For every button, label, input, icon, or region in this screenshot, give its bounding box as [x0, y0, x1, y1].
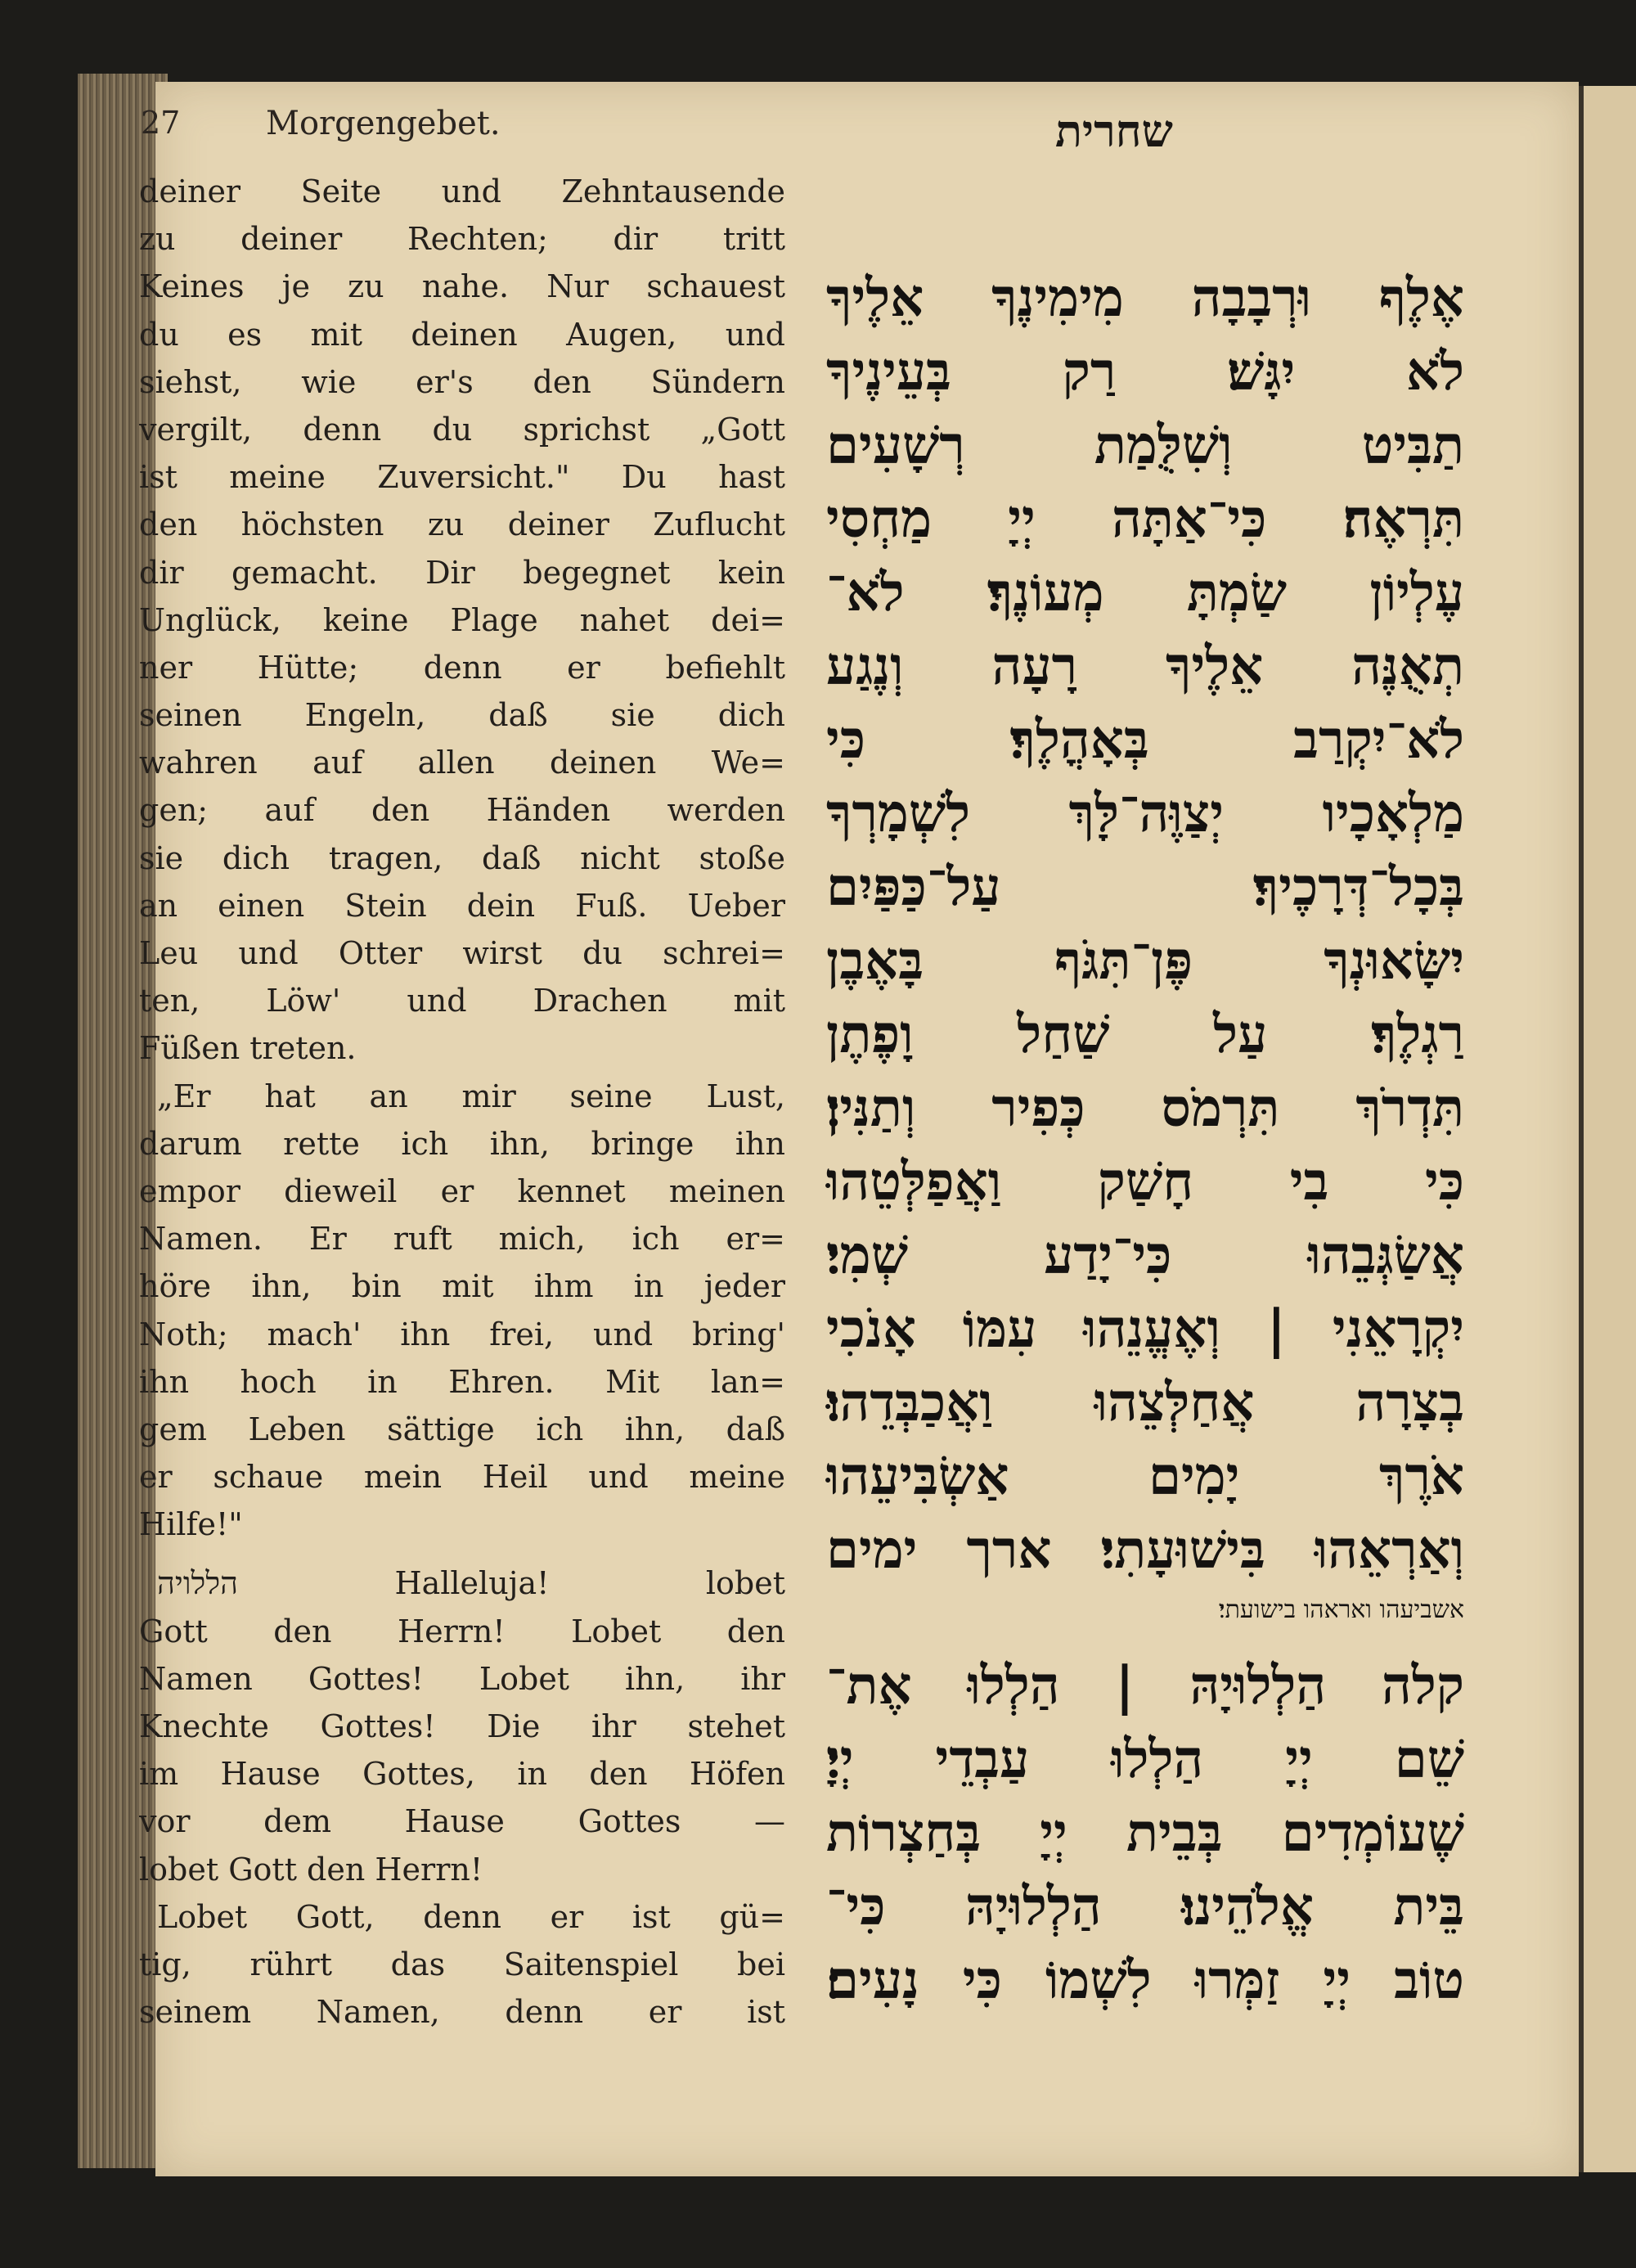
hebrew-line: בְּכָל־דְּרָכֶיךָ׃ עַל־כַּפַּיִם	[826, 857, 1464, 918]
text-line: wahren auf allen deinen We=	[139, 745, 785, 781]
text-line: Knechte Gottes! Die ihr stehet	[139, 1708, 785, 1744]
text-line: sie dich tragen, daß nicht stoße	[139, 839, 785, 876]
text-line: tig, rührt das Saitenspiel bei	[139, 1946, 785, 1982]
text-line: Füßen treten.	[139, 1030, 357, 1067]
hebrew-text-column	[826, 262, 1464, 2018]
hebrew-line: תִּרְאֶה׃ כִּי־אַתָּה יְיָ מַחְסִי	[826, 488, 1464, 550]
hebrew-line: קלה הַלְלוּיָהּ | הַלְלוּ אֶת־	[826, 1655, 1464, 1717]
text-line: den höchsten zu deiner Zuflucht	[139, 506, 785, 543]
text-line: ner Hütte; denn er befiehlt	[139, 649, 785, 686]
hebrew-line: אֶלֶף וּרְבָבָה מִימִינֶךָ אֵלֶיךָ	[826, 268, 1464, 329]
page-title-hebrew: שחרית	[1055, 105, 1173, 157]
text-line: vergilt, denn du sprichst „Gott	[139, 411, 785, 448]
text-line: הללויה Halleluja! lobet	[157, 1565, 785, 1602]
hebrew-line: לֹא־יִקְרַב בְּאָהֳלֶךָ׃ כִּי	[826, 709, 1464, 771]
text-line: darum rette ich ihn, bringe ihn	[139, 1125, 785, 1162]
text-line: höre ihn, bin mit ihm in jeder	[139, 1268, 785, 1305]
text-line: er schaue mein Heil und meine	[139, 1459, 785, 1496]
text-line: Keines je zu nahe. Nur schauest	[139, 268, 785, 305]
hebrew-line: בֵּית אֱלֹהֵינוּ׃ הַלְלוּיָהּ כִּי־	[826, 1876, 1464, 1937]
hebrew-line: טוֹב יְיָ זַמְּרוּ לִשְׁמוֹ כִּי נָעִים׃	[826, 1950, 1464, 2011]
text-line: im Hause Gottes, in den Höfen	[139, 1756, 785, 1793]
facing-page-edge	[1579, 86, 1636, 2172]
text-line: dir gemacht. Dir begegnet kein	[139, 554, 785, 591]
text-line: Lobet Gott, denn er ist gü=	[157, 1898, 785, 1935]
page-number: 27	[141, 105, 181, 141]
german-text-column	[139, 168, 785, 2036]
text-line: an einen Stein dein Fuß. Ueber	[139, 887, 785, 924]
text-line: du es mit deinen Augen, und	[139, 316, 785, 353]
text-line: gen; auf den Händen werden	[139, 792, 785, 829]
hebrew-line: וְאַרְאֵהוּ בִּישׁוּעָתִי׃ ארך ימים	[826, 1519, 1464, 1581]
hebrew-line: מַלְאָכָיו יְצַוֶּה־לָּךְ לִשְׁמָרְךָ	[826, 783, 1464, 844]
text-line: Hilfe!"	[139, 1506, 243, 1543]
hebrew-line: תַבִּיט וְשִׁלֻּמַת רְשָׁעִים	[826, 415, 1464, 476]
text-line: siehst, wie er's den Sündern	[139, 363, 785, 400]
text-line: seinen Engeln, daß sie dich	[139, 697, 785, 734]
text-line: Namen Gottes! Lobet ihn, ihr	[139, 1660, 785, 1697]
hebrew-line: בְצָרָה אֲחַלְּצֵהוּ וַאֲכַבְּדֵהוּ׃	[826, 1372, 1464, 1433]
text-line: Gott den Herrn! Lobet den	[139, 1613, 785, 1649]
text-line: „Er hat an mir seine Lust,	[157, 1078, 785, 1114]
text-line: vor dem Hause Gottes —	[139, 1803, 785, 1840]
hebrew-line: שֵׁם יְיָ הַלְלוּ עַבְדֵי יְיָ׃	[826, 1729, 1464, 1790]
text-line: Noth; mach' ihn frei, und bring'	[139, 1316, 785, 1352]
hebrew-line: לֹא יִגָּשׁ׃ רַק בְּעֵינֶיךָ	[826, 341, 1464, 403]
text-line: empor dieweil er kennet meinen	[139, 1172, 785, 1209]
page-title-german: Morgengebet.	[266, 105, 501, 142]
text-line: Unglück, keine Plage nahet dei=	[139, 601, 785, 638]
hebrew-line: שֶׁעוֹמְדִים בְּבֵית יְיָ בְּחַצְרוֹת	[826, 1802, 1464, 1864]
hebrew-line: רַגְלֶךָ׃ עַל שַׁחַל וָפֶתֶן	[826, 1004, 1464, 1065]
hebrew-line: עֶלְיוֹן שַׂמְתָּ מְעוֹנֶךָ׃ לֹא־	[826, 562, 1464, 623]
text-line: gem Leben sättige ich ihn, daß	[139, 1411, 785, 1447]
text-line: ihn hoch in Ehren. Mit lan=	[139, 1363, 785, 1400]
text-line: lobet Gott den Herrn!	[139, 1851, 483, 1888]
text-line: Namen. Er ruft mich, ich er=	[139, 1221, 785, 1258]
hebrew-line: אֲשַׂגְּבֵהוּ כִּי־יָדַע שְׁמִי׃	[826, 1225, 1464, 1286]
hebrew-line: יִשָּׂאוּנְךָ פֶּן־תִּגֹּף בָּאֶבֶן	[826, 930, 1464, 992]
hebrew-line: תִּדְרֹךְ תִּרְמֹס כְּפִיר וְתַנִּין׃	[826, 1078, 1464, 1139]
text-line: ist meine Zuversicht." Du hast	[139, 459, 785, 496]
paragraph-gap	[139, 1548, 785, 1559]
text-line: seinem Namen, denn er ist	[139, 1994, 785, 2031]
hebrew-line: יִקְרָאֵנִי | וְאֶעֱנֵהוּ עִמּוֹ אָנֹכִי	[826, 1298, 1464, 1360]
text-line: deiner Seite und Zehntausende	[139, 173, 785, 209]
paragraph-gap	[826, 1633, 1464, 1649]
text-line: zu deiner Rechten; dir tritt	[139, 221, 785, 258]
hebrew-line: כִּי בִי חָשַׁק וַאֲפַלְּטֵהוּ	[826, 1151, 1464, 1213]
hebrew-line: תְאֻנֶּה אֵלֶיךָ רָעָה וְנֶגַע	[826, 636, 1464, 697]
text-line: ten, Löw' und Drachen mit	[139, 983, 785, 1019]
hebrew-repeat-note: אשביעהו ואראהו בישועתי׃	[1218, 1595, 1464, 1624]
hebrew-line: אֹרֶךְ יָמִים אַשְׂבִּיעֵהוּ	[826, 1446, 1464, 1507]
text-line: Leu und Otter wirst du schrei=	[139, 935, 785, 971]
